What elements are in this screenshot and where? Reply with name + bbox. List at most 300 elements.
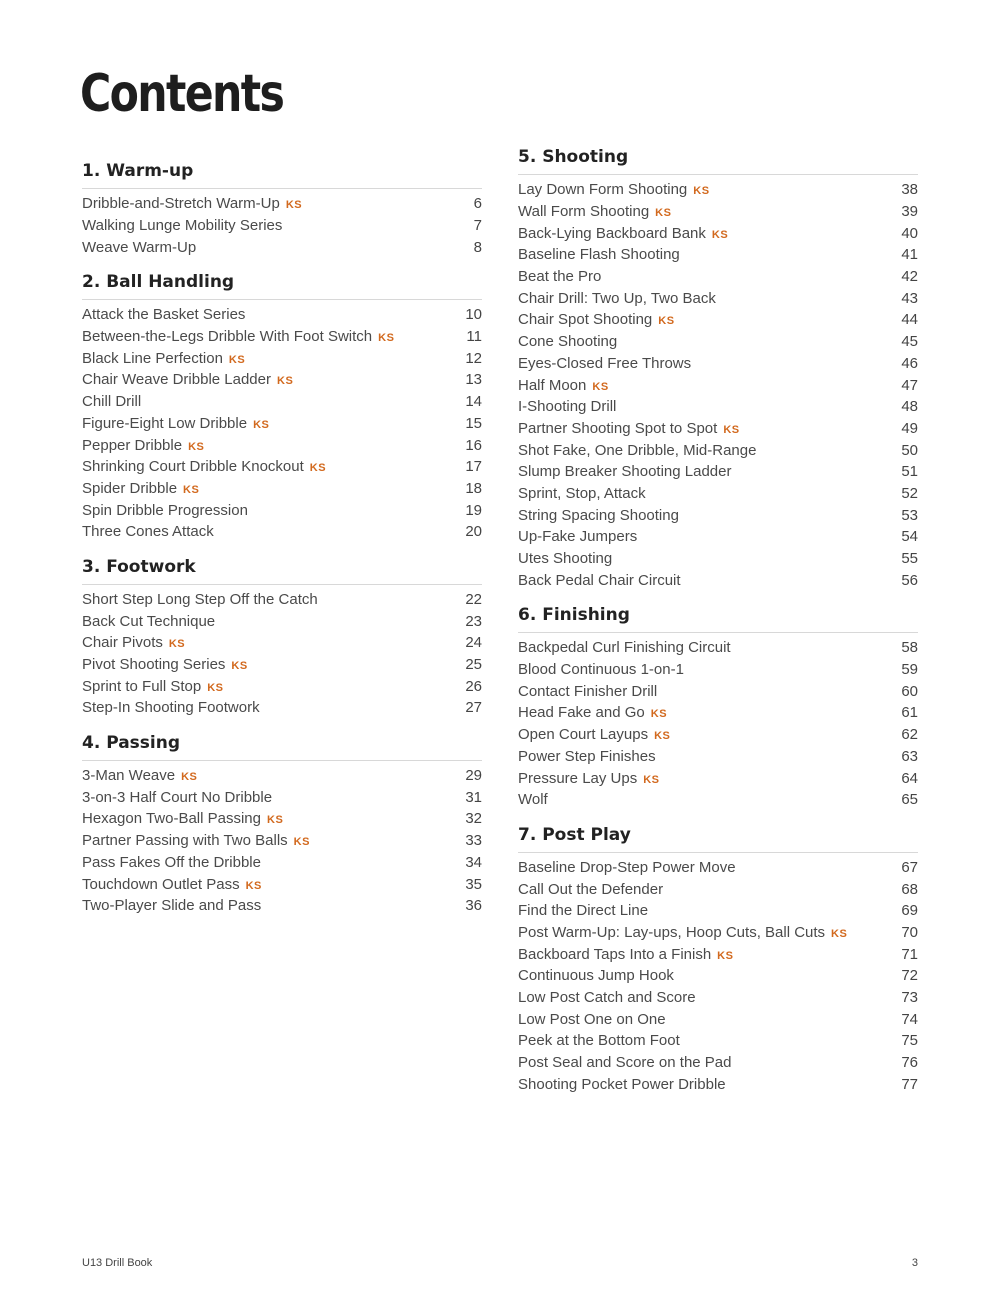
drill-name: Chair Drill: Two Up, Two Back	[518, 289, 716, 307]
ks-badge: KS	[245, 879, 262, 892]
toc-page-number: 38	[901, 181, 918, 199]
toc-page-number: 46	[901, 354, 918, 372]
drill-name: Low Post One on One	[518, 1010, 666, 1028]
toc-entry[interactable]	[518, 1073, 918, 1095]
ks-badge: KS	[711, 228, 729, 241]
toc-entry[interactable]	[82, 895, 482, 917]
toc-page-number: 48	[901, 398, 918, 416]
section-heading: 1. Warm-up	[82, 161, 482, 189]
toc-entry[interactable]	[518, 353, 918, 375]
toc-entry[interactable]	[82, 786, 482, 808]
toc-entry[interactable]	[518, 922, 918, 944]
toc-entry-title	[518, 463, 731, 480]
footer-page-number: 3	[911, 1257, 918, 1269]
toc-entry[interactable]	[518, 1052, 918, 1074]
toc-page-number: 41	[901, 246, 918, 264]
toc-entry-title	[82, 306, 245, 323]
drill-name: Hexagon Two-Ball Passing	[82, 810, 261, 828]
toc-entry-title	[518, 902, 648, 919]
drill-name: Cone Shooting	[518, 333, 618, 351]
drill-name: Up-Fake Jumpers	[518, 528, 638, 546]
toc-entry-title	[518, 528, 637, 545]
toc-page-number: 62	[901, 726, 918, 744]
ks-badge: KS	[231, 660, 248, 673]
toc-entry-title	[518, 791, 548, 808]
ks-badge: KS	[168, 638, 186, 651]
toc-page-number: 77	[901, 1075, 918, 1093]
toc-section	[82, 161, 482, 258]
drill-name: Chill Drill	[82, 393, 142, 411]
drill-name: Weave Warm-Up	[82, 238, 197, 256]
toc-section	[518, 147, 918, 591]
drill-name: Post Seal and Score on the Pad	[518, 1054, 732, 1072]
toc-entry-title	[518, 748, 656, 765]
drill-name: Wolf	[518, 791, 548, 809]
toc-entry-title	[82, 328, 394, 345]
toc-page-number: 32	[465, 810, 482, 828]
toc-entry[interactable]	[518, 331, 918, 353]
toc-page-number: 58	[901, 639, 918, 657]
toc-entry-title	[82, 480, 199, 497]
toc-entry[interactable]	[518, 548, 918, 570]
toc-entry-title	[518, 1076, 726, 1093]
toc-page-number: 43	[901, 289, 918, 307]
toc-entry-title	[518, 442, 756, 459]
toc-entry[interactable]	[518, 179, 918, 201]
section-heading: 3. Footwork	[82, 557, 482, 585]
toc-entry[interactable]	[518, 724, 918, 746]
toc-page-number: 18	[465, 479, 482, 497]
toc-entry[interactable]	[518, 659, 918, 681]
toc-page-number: 63	[901, 747, 918, 765]
toc-section	[82, 733, 482, 917]
toc-entry[interactable]	[518, 987, 918, 1009]
toc-section	[518, 825, 918, 1096]
drill-name: Back Pedal Chair Circuit	[518, 571, 681, 589]
ks-badge: KS	[285, 199, 303, 212]
toc-page-number: 16	[465, 436, 482, 454]
toc-entry[interactable]	[82, 347, 482, 369]
toc-entry-title	[518, 989, 696, 1006]
toc-page-number: 8	[473, 238, 482, 256]
drill-name: Call Out the Defender	[518, 880, 664, 898]
drill-name: Continuous Jump Hook	[518, 967, 674, 985]
toc-page-number: 53	[901, 506, 918, 524]
ks-badge: KS	[267, 814, 284, 827]
toc-entry[interactable]	[82, 456, 482, 478]
toc-entry[interactable]	[518, 900, 918, 922]
drill-name: Backpedal Curl Finishing Circuit	[518, 639, 731, 657]
toc-entry[interactable]	[518, 266, 918, 288]
toc-entry-title	[518, 485, 646, 502]
ks-badge: KS	[655, 207, 672, 220]
toc-page-number: 29	[465, 767, 482, 785]
ks-badge: KS	[293, 836, 310, 849]
ks-badge: KS	[378, 332, 395, 345]
drill-name: Blood Continuous 1-on-1	[518, 661, 684, 679]
toc-entry-title	[82, 239, 196, 256]
toc-entry[interactable]	[82, 478, 482, 500]
toc-entry[interactable]	[82, 852, 482, 874]
toc-entry[interactable]	[518, 857, 918, 879]
ks-badge: KS	[228, 353, 246, 366]
ks-badge: KS	[309, 462, 327, 475]
drill-name: Backboard Taps Into a Finish	[518, 945, 712, 963]
toc-entry[interactable]	[518, 943, 918, 965]
toc-entry-title	[82, 458, 326, 475]
toc-page-number: 12	[465, 349, 482, 367]
drill-name: Power Step Finishes	[518, 747, 656, 765]
toc-entry-title	[518, 225, 728, 242]
toc-page-number: 6	[473, 195, 482, 213]
drill-name: Half Moon	[518, 376, 587, 394]
toc-entry[interactable]	[82, 236, 482, 258]
ks-badge: KS	[831, 927, 848, 940]
toc-page-number: 49	[901, 419, 918, 437]
toc-entry-title	[518, 572, 681, 589]
toc-page-number: 42	[901, 268, 918, 286]
toc-entry-title	[518, 246, 680, 263]
toc-entry-title	[82, 613, 215, 630]
toc-entry-title	[82, 854, 261, 871]
drill-name: Eyes-Closed Free Throws	[518, 354, 692, 372]
toc-page-number: 71	[901, 945, 918, 963]
toc-entry[interactable]	[518, 287, 918, 309]
section-heading: 2. Ball Handling	[82, 272, 482, 300]
toc-page-number: 35	[465, 875, 482, 893]
drill-name: Pivot Shooting Series	[82, 656, 226, 674]
toc-page-number: 17	[465, 458, 482, 476]
toc-page-number: 19	[465, 501, 482, 519]
toc-entry-title	[518, 967, 674, 984]
toc-entry[interactable]	[82, 326, 482, 348]
drill-name: Utes Shooting	[518, 550, 613, 568]
toc-entry-title	[518, 290, 716, 307]
toc-entry-title	[82, 523, 214, 540]
toc-page-number: 13	[465, 371, 482, 389]
page-title: Contents	[80, 64, 284, 124]
toc-entry[interactable]	[82, 434, 482, 456]
toc-page-number: 68	[901, 880, 918, 898]
toc-entry[interactable]	[82, 391, 482, 413]
toc-page-number: 39	[901, 203, 918, 221]
toc-page-number: 14	[465, 393, 482, 411]
drill-name: Baseline Drop-Step Power Move	[518, 858, 736, 876]
toc-entry-title	[518, 683, 657, 700]
drill-name: Find the Direct Line	[518, 902, 649, 920]
toc-entry[interactable]	[518, 439, 918, 461]
toc-entry[interactable]	[518, 396, 918, 418]
drill-name: Low Post Catch and Score	[518, 989, 696, 1007]
drill-name: Walking Lunge Mobility Series	[82, 217, 283, 235]
ks-badge: KS	[650, 708, 668, 721]
toc-entry-title	[82, 656, 248, 673]
drill-name: Partner Passing with Two Balls	[82, 832, 288, 850]
toc-page-number: 22	[465, 590, 482, 608]
drill-name: Shooting Pocket Power Dribble	[518, 1075, 726, 1093]
toc-entry-title	[518, 1011, 666, 1028]
toc-entry[interactable]	[82, 589, 482, 611]
drill-name: Slump Breaker Shooting Ladder	[518, 463, 732, 481]
toc-entry[interactable]	[518, 767, 918, 789]
toc-page-number: 60	[901, 682, 918, 700]
toc-page-number: 61	[901, 704, 918, 722]
ks-badge: KS	[183, 483, 200, 496]
toc-page-number: 56	[901, 571, 918, 589]
toc-section	[82, 272, 482, 543]
ks-badge: KS	[277, 375, 294, 388]
toc-page-number: 26	[465, 677, 482, 695]
toc-entry[interactable]	[82, 654, 482, 676]
toc-entry[interactable]	[518, 878, 918, 900]
toc-entry[interactable]	[518, 1008, 918, 1030]
toc-page-number: 44	[901, 311, 918, 329]
drill-name: I-Shooting Drill	[518, 398, 617, 416]
drill-name: Between-the-Legs Dribble With Foot Switch	[82, 328, 373, 346]
toc-entry-title	[518, 1054, 731, 1071]
toc-column-right	[518, 147, 918, 1109]
toc-entry-title	[518, 639, 731, 656]
toc-page-number: 23	[465, 612, 482, 630]
section-heading: 7. Post Play	[518, 825, 918, 853]
toc-entry-title	[518, 881, 663, 898]
toc-entry[interactable]	[518, 222, 918, 244]
toc-page-number: 59	[901, 661, 918, 679]
toc-entry[interactable]	[82, 193, 482, 215]
toc-entry[interactable]	[82, 610, 482, 632]
toc-entry-title	[518, 181, 710, 198]
toc-entry[interactable]	[518, 504, 918, 526]
toc-page-number: 33	[465, 832, 482, 850]
toc-entry-title	[518, 420, 740, 437]
toc-page-number: 67	[901, 858, 918, 876]
toc-page-number: 50	[901, 441, 918, 459]
toc-entry[interactable]	[82, 697, 482, 719]
toc-entry-title	[82, 195, 302, 212]
toc-page-number: 15	[465, 414, 482, 432]
toc-entry-title	[518, 398, 616, 415]
toc-page-number: 11	[466, 328, 482, 346]
drill-name: Shrinking Court Dribble Knockout	[82, 458, 304, 476]
drill-name: Beat the Pro	[518, 268, 602, 286]
toc-page-number: 27	[465, 699, 482, 717]
toc-entry[interactable]	[518, 244, 918, 266]
toc-page-number: 69	[901, 902, 918, 920]
drill-name: Spin Dribble Progression	[82, 501, 248, 519]
toc-entry[interactable]	[518, 461, 918, 483]
ks-badge: KS	[188, 440, 205, 453]
toc-section	[82, 557, 482, 719]
toc-entry-title	[82, 634, 185, 651]
section-heading: 6. Finishing	[518, 605, 918, 633]
drill-name: Post Warm-Up: Lay-ups, Hoop Cuts, Ball Cuts	[518, 923, 826, 941]
toc-column-left	[82, 161, 482, 931]
drill-name: String Spacing Shooting	[518, 506, 679, 524]
toc-entry-title	[82, 810, 283, 827]
toc-entry[interactable]	[518, 418, 918, 440]
toc-page-number: 10	[465, 306, 482, 324]
toc-entry-title	[518, 355, 691, 372]
drill-name: Two-Player Slide and Pass	[82, 897, 262, 915]
drill-name: Black Line Perfection	[82, 349, 223, 367]
drill-name: Touchdown Outlet Pass	[82, 875, 240, 893]
toc-page-number: 47	[901, 376, 918, 394]
toc-entry[interactable]	[82, 632, 482, 654]
drill-name: Sprint to Full Stop	[82, 677, 202, 695]
drill-name: Chair Spot Shooting	[518, 311, 653, 329]
drill-name: Contact Finisher Drill	[518, 682, 658, 700]
toc-entry[interactable]	[518, 965, 918, 987]
toc-entry-title	[518, 311, 675, 328]
toc-entry-title	[82, 876, 262, 893]
toc-page-number: 52	[901, 484, 918, 502]
drill-name: 3-Man Weave	[82, 767, 176, 785]
toc-entry-title	[518, 333, 617, 350]
drill-name: Shot Fake, One Dribble, Mid-Range	[518, 441, 757, 459]
toc-page-number: 64	[901, 769, 918, 787]
toc-entry-title	[518, 268, 601, 285]
toc-entry-title	[518, 704, 667, 721]
toc-entry[interactable]	[518, 526, 918, 548]
toc-page-number: 72	[901, 967, 918, 985]
toc-entry-title	[82, 591, 318, 608]
ks-badge: KS	[693, 185, 710, 198]
toc-page-number: 73	[901, 989, 918, 1007]
toc-entry-title	[82, 415, 269, 432]
toc-entry[interactable]	[518, 680, 918, 702]
drill-name: Baseline Flash Shooting	[518, 246, 680, 264]
toc-entry-title	[82, 371, 293, 388]
drill-name: 3-on-3 Half Court No Dribble	[82, 788, 273, 806]
ks-badge: KS	[717, 949, 734, 962]
ks-badge: KS	[643, 773, 660, 786]
footer-book-title: U13 Drill Book	[82, 1257, 153, 1269]
ks-badge: KS	[654, 730, 671, 743]
toc-entry[interactable]	[518, 374, 918, 396]
drill-name: Lay Down Form Shooting	[518, 181, 688, 199]
toc-entry-title	[518, 1032, 680, 1049]
toc-entry[interactable]	[82, 521, 482, 543]
toc-entry[interactable]	[518, 746, 918, 768]
drill-name: Open Court Layups	[518, 726, 649, 744]
toc-entry-title	[518, 203, 671, 220]
toc-page-number: 31	[465, 788, 482, 806]
toc-entry-title	[82, 789, 272, 806]
section-heading: 4. Passing	[82, 733, 482, 761]
drill-name: Back Cut Technique	[82, 612, 216, 630]
section-heading: 5. Shooting	[518, 147, 918, 175]
ks-badge: KS	[592, 380, 609, 393]
toc-entry[interactable]	[82, 499, 482, 521]
toc-entry-title	[82, 350, 245, 367]
drill-name: Figure-Eight Low Dribble	[82, 414, 248, 432]
toc-entry-title	[82, 832, 310, 849]
toc-page-number: 65	[901, 791, 918, 809]
toc-entry[interactable]	[518, 309, 918, 331]
toc-page-number: 54	[901, 528, 918, 546]
toc-entry[interactable]	[82, 413, 482, 435]
toc-page-number: 76	[901, 1054, 918, 1072]
drill-name: Attack the Basket Series	[82, 306, 246, 324]
drill-name: Short Step Long Step Off the Catch	[82, 590, 318, 608]
toc-entry-title	[518, 377, 609, 394]
toc-entry-title	[82, 217, 282, 234]
toc-page-number: 55	[901, 550, 918, 568]
drill-name: Step-In Shooting Footwork	[82, 699, 260, 717]
drill-name: Spider Dribble	[82, 479, 178, 497]
toc-entry-title	[518, 661, 684, 678]
toc-entry-title	[82, 897, 261, 914]
toc-entry[interactable]	[518, 637, 918, 659]
toc-entry[interactable]	[82, 808, 482, 830]
toc-entry-title	[518, 726, 670, 743]
toc-entry-title	[82, 437, 204, 454]
toc-page-number: 36	[465, 897, 482, 915]
toc-entry-title	[82, 678, 224, 695]
toc-entry-title	[82, 393, 141, 410]
toc-entry[interactable]	[518, 1030, 918, 1052]
ks-badge: KS	[181, 771, 198, 784]
drill-name: Partner Shooting Spot to Spot	[518, 419, 718, 437]
toc-entry-title	[82, 699, 260, 716]
drill-name: Chair Pivots	[82, 634, 163, 652]
toc-page-number: 25	[465, 656, 482, 674]
drill-name: Sprint, Stop, Attack	[518, 484, 646, 502]
toc-entry-title	[518, 924, 847, 941]
toc-entry-title	[518, 770, 660, 787]
drill-name: Wall Form Shooting	[518, 203, 650, 221]
toc-entry[interactable]	[518, 569, 918, 591]
toc-entry[interactable]	[518, 702, 918, 724]
toc-entry[interactable]	[518, 483, 918, 505]
drill-name: Back-Lying Backboard Bank	[518, 224, 706, 242]
ks-badge: KS	[253, 418, 270, 431]
ks-badge: KS	[658, 315, 675, 328]
toc-section	[518, 605, 918, 811]
toc-page-number: 7	[473, 217, 482, 235]
toc-entry[interactable]	[82, 830, 482, 852]
drill-name: Peek at the Bottom Foot	[518, 1032, 680, 1050]
toc-entry-title	[518, 507, 679, 524]
drill-name: Chair Weave Dribble Ladder	[82, 371, 271, 389]
toc-page-number: 74	[901, 1010, 918, 1028]
drill-name: Pressure Lay Ups	[518, 769, 638, 787]
toc-page-number: 45	[901, 333, 918, 351]
toc-entry[interactable]	[82, 304, 482, 326]
toc-entry[interactable]	[82, 675, 482, 697]
toc-page-number: 51	[901, 463, 918, 481]
toc-entry-title	[518, 550, 612, 567]
ks-badge: KS	[207, 681, 224, 694]
toc-entry[interactable]	[82, 765, 482, 787]
toc-entry[interactable]	[518, 789, 918, 811]
toc-page-number: 70	[901, 923, 918, 941]
drill-name: Pass Fakes Off the Dribble	[82, 853, 261, 871]
toc-entry[interactable]	[82, 215, 482, 237]
toc-page-number: 40	[901, 224, 918, 242]
toc-page-number: 24	[465, 634, 482, 652]
toc-entry-title	[82, 502, 248, 519]
toc-entry[interactable]	[518, 201, 918, 223]
toc-entry-title	[518, 859, 736, 876]
drill-name: Pepper Dribble	[82, 436, 183, 454]
toc-entry[interactable]	[82, 369, 482, 391]
toc-entry[interactable]	[82, 873, 482, 895]
drill-name: Head Fake and Go	[518, 704, 645, 722]
toc-page-number: 34	[465, 853, 482, 871]
toc-entry-title	[518, 946, 733, 963]
drill-name: Three Cones Attack	[82, 523, 214, 541]
